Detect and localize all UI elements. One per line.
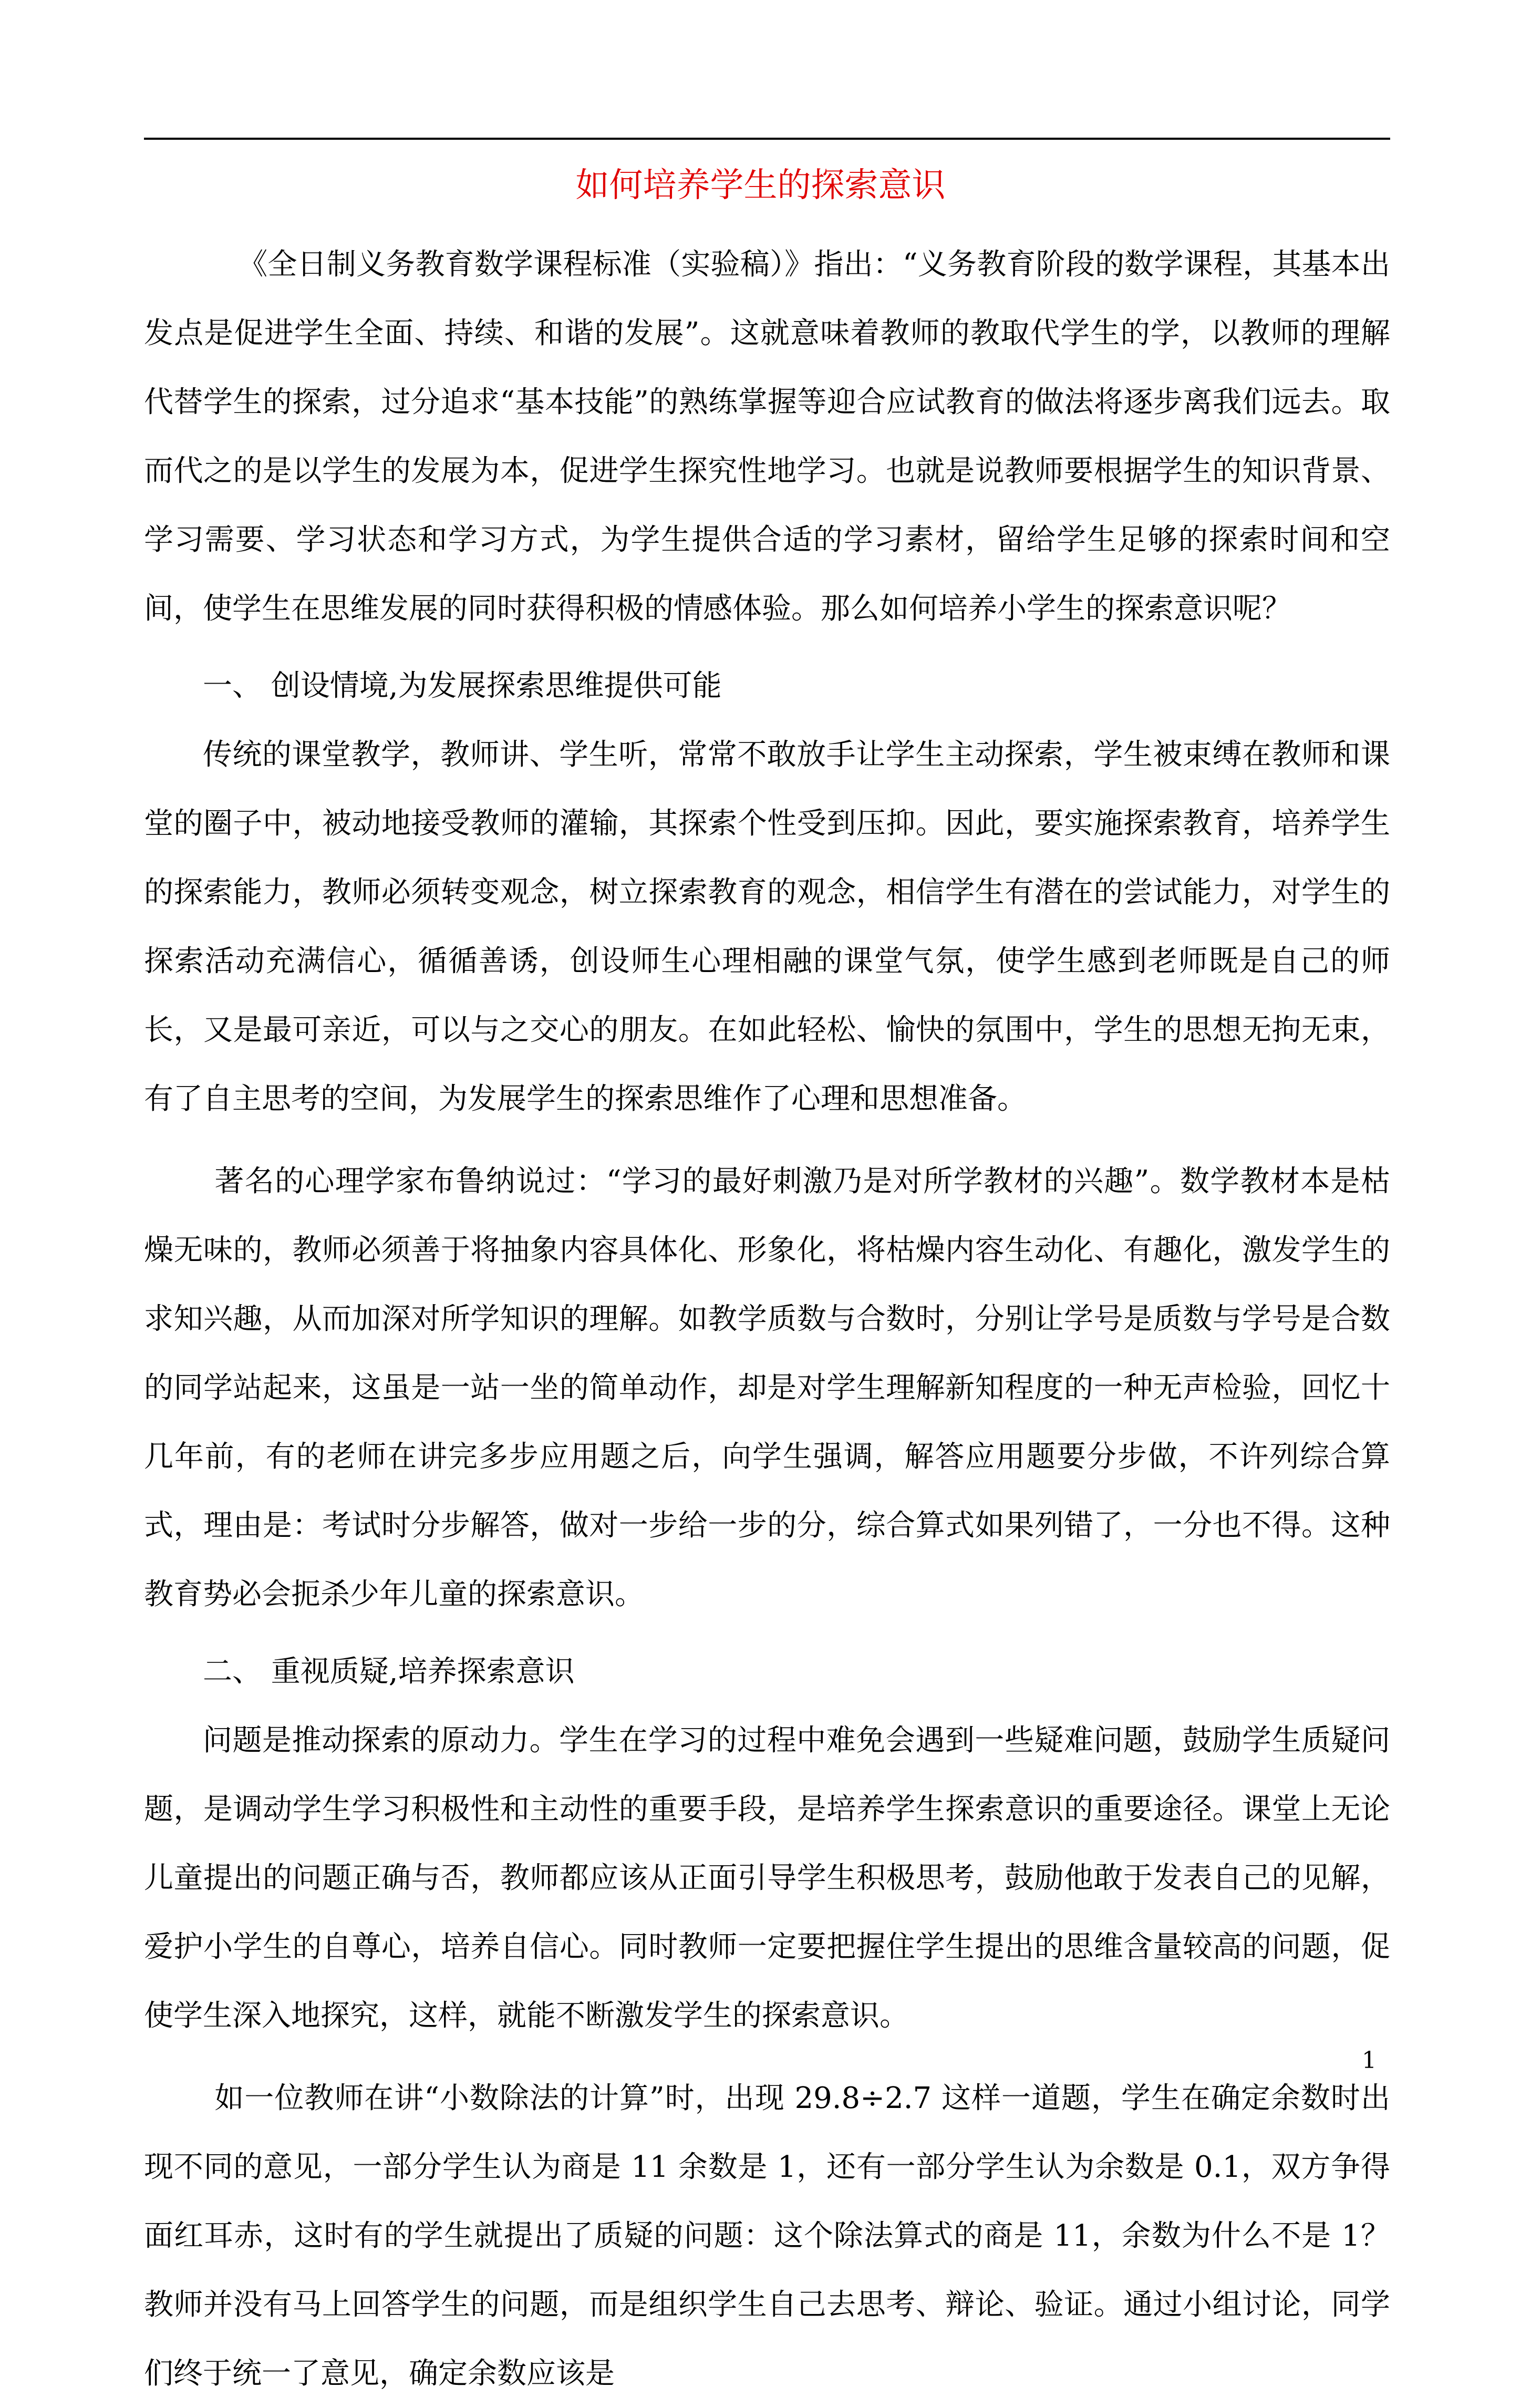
document-title: 如何培养学生的探索意识: [575, 166, 946, 205]
document-body: [144, 230, 1390, 2408]
page-number: 1: [1362, 2047, 1377, 2074]
paragraph-section2-b: 如一位教师在讲“小数除法的计算”时，出现 29.8÷2.7 这样一道题，学生在确定余数时出现不同的意见，一部分学生认为商是 11 余数是 1，还有一部分学生认为余数是 0.1，双方争得面红耳赤，这时有的学生就提出了质疑的问题：这个除法算式的商是 11，余数为什么不是 1？教师并没有马上回答学生的问题，而是组织学生自己去思考、辩论、验证。通过小组讨论，同学们终于统一了意见，确定余数应该是: [144, 2081, 1390, 2391]
section-heading-2: 二、 重视质疑,培养探索意识: [203, 1655, 575, 1689]
paragraph-section2-a: 问题是推动探索的原动力。学生在学习的过程中难免会遇到一些疑难问题，鼓励学生质疑问题，是调动学生学习积极性和主动性的重要手段，是培养学生探索意识的重要途径。课堂上无论儿童提出的问题正确与否，教师都应该从正面引导学生积极思考，鼓励他敢于发表自己的见解，爱护小学生的自尊心，培养自信心。同时教师一定要把握住学生提出的思维含量较高的问题，促使学生深入地探究，这样，就能不断激发学生的探索意识。: [144, 1723, 1390, 2033]
section-heading-1: 一、 创设情境,为发展探索思维提供可能: [203, 669, 722, 703]
header-rule: [144, 138, 1390, 140]
paragraph-intro: 《全日制义务教育数学课程标准（实验稿）》指出：“义务教育阶段的数学课程，其基本出发点是促进学生全面、持续、和谐的发展”。这就意味着教师的教取代学生的学，以教师的理解代替学生的探索，过分追求“基本技能”的熟练掌握等迎合应试教育的做法将逐步离我们远去。取而代之的是以学生的发展为本，促进学生探究性地学习。也就是说教师要根据学生的知识背景、学习需要、学习状态和学习方式，为学生提供合适的学习素材，留给学生足够的探索时间和空间，使学生在思维发展的同时获得积极的情感体验。那么如何培养小学生的探索意识呢？: [144, 247, 1390, 626]
paragraph-section1-a: 传统的课堂教学，教师讲、学生听，常常不敢放手让学生主动探索，学生被束缚在教师和课堂的圈子中，被动地接受教师的灌输，其探索个性受到压抑。因此，要实施探索教育，培养学生的探索能力，教师必须转变观念，树立探索教育的观念，相信学生有潜在的尝试能力，对学生的探索活动充满信心，循循善诱，创设师生心理相融的课堂气氛，使学生感到老师既是自己的师长，又是最可亲近，可以与之交心的朋友。在如此轻松、愉快的氛围中，学生的思想无拘无束，有了自主思考的空间，为发展学生的探索思维作了心理和思想准备。: [144, 738, 1390, 1116]
paragraph-section1-b: 著名的心理学家布鲁纳说过：“学习的最好刺激乃是对所学教材的兴趣”。数学教材本是枯燥无味的，教师必须善于将抽象内容具体化、形象化，将枯燥内容生动化、有趣化，激发学生的求知兴趣，从而加深对所学知识的理解。如教学质数与合数时，分别让学号是质数与学号是合数的同学站起来，这虽是一站一坐的简单动作，却是对学生理解新知程度的一种无声检验，回忆十几年前，有的老师在讲完多步应用题之后，向学生强调，解答应用题要分步做，不许列综合算式，理由是：考试时分步解答，做对一步给一步的分，综合算式如果列错了，一分也不得。这种教育势必会扼杀少年儿童的探索意识。: [144, 1164, 1390, 1611]
